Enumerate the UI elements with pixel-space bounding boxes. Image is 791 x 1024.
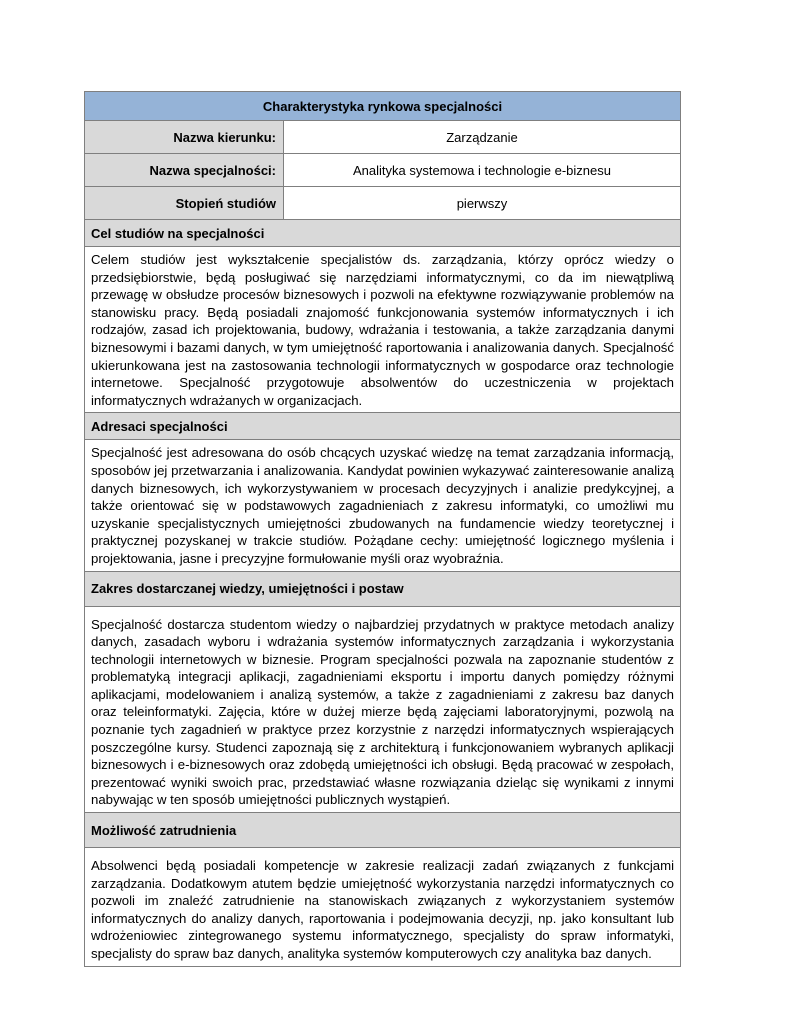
section-header-row — [85, 413, 681, 440]
employment-section-heading: Możliwość zatrudnienia — [85, 813, 681, 848]
field-of-study-value: Zarządzanie — [284, 121, 681, 154]
section-body-row — [85, 606, 681, 813]
scope-section-text: Specjalność dostarcza studentom wiedzy o najbardziej przydatnych w praktyce metodach analizy danych, zasadach wyboru i wdrażania systemów informatycznych zarządzania i wykorzystania technologii internetowych w biznesie. Program specjalności pozwala na zapoznanie studentów z problematyką integracji aplikacji, zagadnieniami eksportu i importu danych pomiędzy różnymi aplikacjami, modelowaniem i analizą systemów, a także z zagadnieniami z zakresu baz danych oraz teleinformatyki. Zajęcia, które w dużej mierze będą zajęciami laboratoryjnymi, pozwolą na poznanie tych zagadnień w praktyce przez korzystnie z narzędzi informatycznych wspierających poszczególne kursy. Studenci zapoznają się z architekturą i funkcjonowaniem wybranych aplikacji biznesowych i e-biznesowych oraz zdobędą umiejętności ich obsługi. Będą pracować w zespołach, prezentować wyniki swoich prac, przedstawiać własne rozwiązania dzieląc się wynikami z innymi nabywając w ten sposób umiejętności publicznych wystąpień. — [85, 606, 681, 813]
scope-section-heading: Zakres dostarczanej wiedzy, umiejętności i postaw — [85, 571, 681, 606]
goal-section-heading: Cel studiów na specjalności — [85, 220, 681, 247]
audience-section-heading: Adresaci specjalności — [85, 413, 681, 440]
table-row — [85, 121, 681, 154]
specialty-name-value: Analityka systemowa i technologie e-biznesu — [284, 154, 681, 187]
specialty-characteristics-table — [84, 91, 681, 967]
field-of-study-label: Nazwa kierunku: — [85, 121, 284, 154]
title-row — [85, 92, 681, 121]
goal-section-text: Celem studiów jest wykształcenie specjalistów ds. zarządzania, którzy oprócz wiedzy o przedsiębiorstwie, będą posługiwać się narzędziami informatycznymi, co da im niewątpliwą przewagę w obsłudze procesów biznesowych i pozwoli na efektywne rozwiązywanie problemów na stanowisku pracy. Będą posiadali znajomość funkcjonowania systemów informatycznych i ich rodzajów, zasad ich projektowania, budowy, wdrażania i testowania, a także zarządzania danymi biznesowymi i bazami danych, w tym umiejętność raportowania i analizowania danych. Specjalność ukierunkowana jest na zastosowania technologii informatycznych w gospodarce oraz technologie internetowe. Specjalność przygotowuje absolwentów do uczestniczenia w projektach informatycznych wdrażanych w organizacjach. — [85, 247, 681, 413]
table-row — [85, 187, 681, 220]
degree-level-label: Stopień studiów — [85, 187, 284, 220]
section-header-row — [85, 571, 681, 606]
audience-section-text: Specjalność jest adresowana do osób chcących uzyskać wiedzę na temat zarządzania informacją, sposobów jej przetwarzania i analizowania. Kandydat powinien wykazywać zainteresowanie analizą danych biznesowych, ich wykorzystywaniem w procesach decyzyjnych i analizie predykcyjnej, a także orientować się w podstawowych zagadnieniach z zakresu informatyki, co umożliwi mu uzyskanie specjalistycznych umiejętności zbudowanych na fundamencie wiedzy teoretycznej i praktycznej pozyskanej w trakcie studiów. Pożądane cechy: umiejętność logicznego myślenia i projektowania, jasne i precyzyjne formułowanie myśli oraz wyobraźnia. — [85, 440, 681, 571]
specialty-name-label: Nazwa specjalności: — [85, 154, 284, 187]
degree-level-value: pierwszy — [284, 187, 681, 220]
section-body-row — [85, 440, 681, 571]
section-header-row — [85, 220, 681, 247]
section-header-row — [85, 813, 681, 848]
employment-section-text: Absolwenci będą posiadali kompetencje w zakresie realizacji zadań związanych z funkcjami zarządzania. Dodatkowym atutem będzie umiejętność wykorzystania narzędzi informatycznych co pozwoli im znaleźć zatrudnienie na stanowiskach związanych z wykorzystaniem systemów informatycznych do analizy danych, raportowania i podejmowania decyzji, np. jako konsultant lub wdrożeniowiec zintegrowanego systemu informatycznego, specjalisty do spraw informatyki, specjalisty do spraw baz danych, analityka systemów komputerowych czy analityka baz danych. — [85, 848, 681, 967]
table-row — [85, 154, 681, 187]
section-body-row — [85, 848, 681, 967]
table-title: Charakterystyka rynkowa specjalności — [85, 92, 681, 121]
section-body-row — [85, 247, 681, 413]
